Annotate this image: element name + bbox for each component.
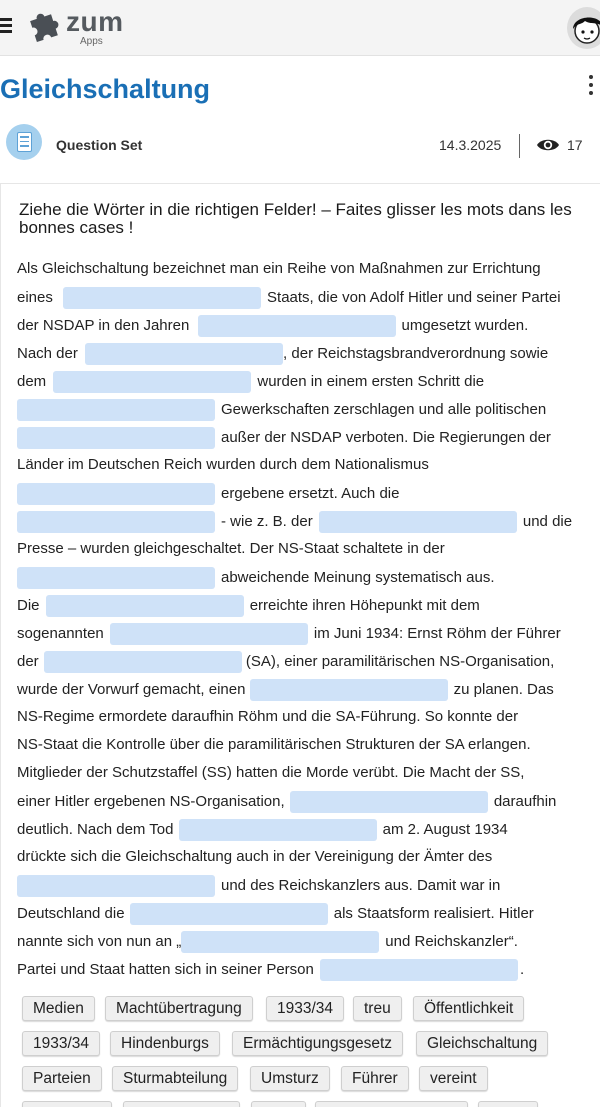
text-segment: Gewerkschaften zerschlagen und alle politischen (221, 401, 547, 418)
drop-zone[interactable] (290, 791, 488, 813)
text-line (17, 371, 484, 393)
text-segment: , der Reichstagsbrandverordnung sowie (283, 345, 549, 362)
drop-zone[interactable] (250, 679, 448, 701)
drop-zone[interactable] (181, 931, 379, 953)
text-segment: Mitglieder der Schutzstaffel (SS) hatten die Morde verübt. Die Macht der SS, (17, 764, 525, 782)
text-segment: - wie z. B. der (221, 513, 313, 530)
text-segment: Als Gleichschaltung bezeichnet man ein Reihe von Maßnahmen zur Errichtung (17, 260, 541, 278)
eye-icon (536, 137, 560, 153)
text-segment: abweichende Meinung systematisch aus. (221, 569, 495, 586)
top-bar (0, 0, 600, 56)
text-segment: deutlich. Nach dem Tod (17, 821, 174, 838)
text-line (17, 399, 546, 421)
more-options-icon[interactable] (589, 75, 595, 99)
drop-zone[interactable] (46, 595, 244, 617)
text-segment: als Staatsform realisiert. Hitler (333, 905, 534, 922)
drop-zone[interactable] (17, 427, 215, 449)
text-line (17, 539, 445, 559)
text-line (17, 259, 541, 279)
draggable-word[interactable]: Sturmabteilung (112, 1066, 238, 1091)
text-line (17, 735, 531, 755)
draggable-word[interactable]: treu (353, 996, 402, 1021)
draggable-word-partial[interactable] (123, 1101, 240, 1107)
text-line (17, 315, 528, 337)
text-segment: eines (17, 289, 53, 306)
date-label: 14.3.2025 (439, 137, 502, 153)
draggable-word[interactable]: Hindenburgs (110, 1031, 220, 1056)
text-line (17, 623, 561, 645)
text-line (17, 931, 518, 953)
drop-zone[interactable] (319, 511, 517, 533)
text-segment: zu planen. Das (453, 681, 554, 698)
text-segment: erreichte ihren Höhepunkt mit dem (249, 597, 480, 614)
drop-zone[interactable] (110, 623, 308, 645)
text-segment: umgesetzt wurden. (401, 317, 529, 334)
text-segment: Die (17, 597, 40, 614)
text-segment: und des Reichskanzlers aus. Damit war in (221, 877, 501, 894)
text-segment: Staats, die von Adolf Hitler und seiner Partei (267, 289, 561, 306)
draggable-word[interactable]: 1933/34 (266, 996, 344, 1021)
text-line (17, 847, 492, 867)
text-line (17, 427, 551, 449)
question-set-icon (6, 124, 42, 160)
text-segment: Länder im Deutschen Reich wurden durch dem Nationalismus (17, 456, 429, 474)
draggable-word[interactable]: Öffentlichkeit (413, 996, 524, 1021)
content-type-label: Question Set (56, 137, 143, 153)
drop-zone[interactable] (130, 903, 328, 925)
draggable-word[interactable]: Umsturz (250, 1066, 330, 1091)
text-segment: am 2. August 1934 (382, 821, 508, 838)
drop-zone[interactable] (85, 343, 283, 365)
text-segment: einer Hitler ergebenen NS-Organisation, (17, 793, 285, 810)
text-segment: sogenannten (17, 625, 104, 642)
text-line (17, 343, 548, 365)
text-line (17, 903, 534, 925)
text-segment: nannte sich von nun an „ (17, 933, 182, 950)
text-line (17, 791, 556, 813)
page-title: Gleichschaltung (0, 74, 211, 104)
text-segment: Partei und Staat hatten sich in seiner Person (17, 961, 314, 978)
text-segment: ergebene ersetzt. Auch die (221, 485, 400, 502)
text-segment: Nach der (17, 345, 78, 362)
drop-zone[interactable] (198, 315, 396, 337)
text-segment: und die (522, 513, 573, 530)
draggable-word[interactable]: Machtübertragung (105, 996, 253, 1021)
text-segment: der (17, 653, 39, 670)
content-meta (0, 122, 600, 162)
text-segment: NS-Regime ermordete daraufhin Röhm und die SA-Führung. So konnte der (17, 708, 519, 726)
draggable-word[interactable]: Medien (22, 996, 95, 1021)
view-count: 17 (567, 137, 583, 153)
text-segment: . (520, 961, 525, 978)
draggable-word-partial[interactable] (251, 1101, 306, 1107)
text-segment: daraufhin (493, 793, 557, 810)
draggable-word-partial[interactable] (478, 1101, 538, 1107)
text-line (17, 511, 572, 533)
text-segment: wurde der Vorwurf gemacht, einen (17, 681, 246, 698)
text-line (17, 455, 429, 475)
drop-zone[interactable] (44, 651, 242, 673)
menu-icon[interactable] (0, 18, 12, 34)
drop-zone[interactable] (179, 819, 377, 841)
text-line (17, 763, 524, 783)
text-segment: Deutschland die (17, 905, 125, 922)
user-avatar[interactable] (567, 7, 600, 49)
text-line (17, 287, 561, 309)
text-line (17, 875, 500, 897)
text-line (17, 595, 480, 617)
text-line (17, 819, 508, 841)
draggable-word[interactable]: Gleichschaltung (416, 1031, 548, 1056)
logo-text: zum (66, 6, 124, 37)
text-line (17, 651, 554, 673)
text-segment: und Reichskanzler“. (385, 933, 518, 950)
draggable-word[interactable]: vereint (419, 1066, 488, 1091)
text-segment: der NSDAP in den Jahren (17, 317, 190, 334)
draggable-word-partial[interactable] (22, 1101, 112, 1107)
text-segment: im Juni 1934: Ernst Röhm der Führer (313, 625, 561, 642)
draggable-word[interactable]: Führer (341, 1066, 409, 1091)
draggable-word-partial[interactable] (315, 1101, 468, 1107)
drop-zone[interactable] (17, 483, 215, 505)
zum-apps-logo[interactable] (26, 7, 124, 47)
draggable-word[interactable]: Ermächtigungsgesetz (232, 1031, 403, 1056)
text-segment: (SA), einer paramilitärischen NS-Organisation, (245, 653, 555, 670)
drop-zone[interactable] (17, 875, 215, 897)
text-segment: NS-Staat die Kontrolle über die paramilitärischen Strukturen der SA erlangen. (17, 736, 531, 754)
text-line (17, 567, 495, 589)
drop-zone[interactable] (53, 371, 251, 393)
drop-zone[interactable] (17, 567, 215, 589)
meta-divider (519, 134, 520, 158)
drop-zone[interactable] (63, 287, 261, 309)
text-line (17, 483, 399, 505)
text-line (17, 679, 554, 701)
text-segment: wurden in einem ersten Schritt die (257, 373, 485, 390)
logo-subtext: Apps (80, 36, 103, 47)
drop-zone[interactable] (320, 959, 518, 981)
text-line (17, 959, 524, 981)
text-line (17, 707, 518, 727)
drop-zone[interactable] (17, 399, 215, 421)
drop-zone[interactable] (17, 511, 215, 533)
puzzle-icon (26, 7, 62, 43)
text-segment: drückte sich die Gleichschaltung auch in der Vereinigung der Ämter des (17, 848, 493, 866)
text-segment: Presse – wurden gleichgeschaltet. Der NS-Staat schaltete in der (17, 540, 445, 558)
draggable-word[interactable]: Parteien (22, 1066, 102, 1091)
task-instruction: Ziehe die Wörter in die richtigen Felder! – Faites glisser les mots dans les bonnes cases ! (19, 200, 572, 237)
draggable-word[interactable]: 1933/34 (22, 1031, 100, 1056)
text-segment: dem (17, 373, 47, 390)
text-segment: außer der NSDAP verboten. Die Regierungen der (221, 429, 551, 446)
